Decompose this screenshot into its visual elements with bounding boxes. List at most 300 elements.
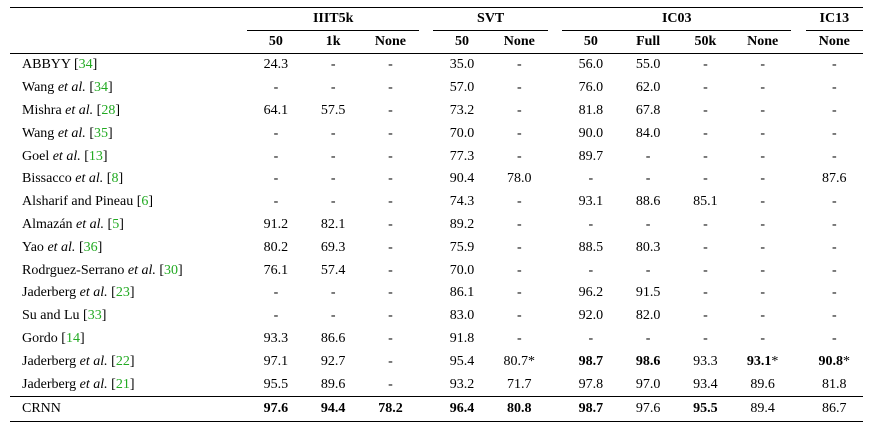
table-cell: 73.2 [449, 102, 475, 118]
method-name [10, 168, 247, 191]
table-cell: - [516, 102, 522, 118]
column-gap [419, 77, 433, 100]
table-cell: 94.4 [305, 396, 362, 421]
table-cell: 55.0 [635, 57, 661, 73]
table-cell: - [516, 125, 522, 141]
table-cell: - [831, 194, 837, 210]
column-gap [548, 305, 562, 328]
table-cell: - [516, 262, 522, 278]
table-cell [734, 350, 791, 373]
table-cell: 35.0 [449, 57, 475, 73]
table-cell: - [703, 57, 708, 73]
method-text: Wang [22, 125, 55, 141]
table-cell: - [760, 57, 765, 73]
table-cell: - [760, 194, 765, 210]
et-al-text: et al. [75, 171, 104, 187]
table-cell: - [760, 239, 765, 255]
crnn-row [10, 396, 863, 421]
method-text: ] [129, 376, 135, 392]
column-gap [419, 100, 433, 123]
table-cell: - [645, 216, 651, 232]
table-cell: 97.1 [263, 353, 289, 369]
table-cell: 91.8 [449, 330, 475, 346]
table-cell: 24.3 [263, 57, 289, 73]
column-gap [548, 122, 562, 145]
method-name [10, 259, 247, 282]
table-cell: - [516, 216, 522, 232]
results-table [10, 7, 863, 422]
column-gap [791, 305, 805, 328]
table-cell: - [330, 148, 336, 164]
table-cell: - [831, 330, 837, 346]
table-cell: 93.3 [693, 353, 718, 369]
group-header-ic13: IC13 [806, 8, 863, 31]
et-al-text: et al. [57, 80, 86, 96]
table-cell: 86.7 [806, 396, 863, 421]
table-cell: - [645, 262, 651, 278]
method-text: [ [85, 125, 94, 141]
table-row [10, 214, 863, 237]
column-gap [419, 396, 433, 421]
method-text: ] [129, 353, 135, 369]
table-cell: - [760, 330, 765, 346]
column-gap [419, 214, 433, 237]
table-cell: - [330, 57, 336, 73]
method-text: ] [107, 125, 113, 141]
table-cell: - [703, 330, 708, 346]
table-cell: 95.5 [677, 396, 734, 421]
column-gap [791, 77, 805, 100]
col-header: None [734, 31, 791, 54]
column-gap [419, 282, 433, 305]
table-cell: - [388, 285, 393, 301]
table-cell: 71.7 [507, 376, 532, 392]
column-gap [548, 54, 562, 77]
subheader-row [10, 31, 863, 54]
table-cell: - [273, 148, 279, 164]
column-gap [419, 350, 433, 373]
table-cell: 81.8 [822, 376, 847, 392]
cell-value: 93.1 [746, 353, 772, 369]
table-cell: - [388, 171, 393, 187]
method-text: Alsharif and Pineau [ [22, 194, 142, 210]
table-cell: - [588, 171, 594, 187]
table-cell: - [388, 308, 393, 324]
table-cell: - [760, 102, 765, 118]
table-cell: - [831, 57, 837, 73]
method-text: Yao [22, 239, 44, 255]
table-cell: - [703, 125, 708, 141]
column-gap [419, 328, 433, 351]
table-row [10, 54, 863, 77]
table-cell: - [645, 330, 651, 346]
citation-link[interactable]: 23 [115, 285, 130, 301]
table-cell: 93.3 [263, 330, 289, 346]
et-al-text: et al. [57, 125, 86, 141]
table-cell: - [588, 216, 594, 232]
table-cell: 77.3 [449, 148, 475, 164]
method-text: ] [119, 216, 124, 232]
method-text: ] [115, 102, 121, 118]
table-cell: - [330, 194, 336, 210]
table-row [10, 305, 863, 328]
table-cell: - [760, 148, 765, 164]
column-gap [548, 396, 562, 421]
table-cell: 98.7 [562, 396, 619, 421]
method-text: [ [107, 285, 116, 301]
table-cell: 69.3 [320, 239, 346, 255]
table-cell: - [516, 148, 522, 164]
table-cell: - [831, 80, 837, 96]
results-table-body [10, 54, 863, 422]
et-al-text: et al. [79, 353, 108, 369]
method-name [10, 282, 247, 305]
table-cell: - [516, 80, 522, 96]
group-header-ic03: IC03 [562, 8, 791, 31]
table-cell: - [330, 171, 336, 187]
citation-link[interactable]: 13 [88, 148, 103, 164]
column-gap [548, 328, 562, 351]
table-cell: - [703, 148, 708, 164]
table-cell: 86.6 [320, 330, 346, 346]
method-text: Jaderberg [22, 376, 77, 392]
table-cell: - [703, 239, 708, 255]
column-gap [548, 282, 562, 305]
method-name [10, 122, 247, 145]
table-cell: - [388, 125, 393, 141]
method-name [10, 305, 247, 328]
column-gap [791, 54, 805, 77]
method-text: ] [178, 262, 183, 278]
method-text: Jaderberg [22, 353, 77, 369]
method-header [10, 8, 247, 31]
table-cell: 80.3 [635, 239, 661, 255]
table-cell [806, 350, 863, 373]
table-cell: 81.8 [578, 102, 604, 118]
group-header-iiit5k: IIIT5k [247, 8, 419, 31]
column-gap [419, 168, 433, 191]
method-text: [ [103, 171, 112, 187]
table-cell: - [760, 262, 765, 278]
column-gap [548, 77, 562, 100]
table-cell: - [516, 330, 522, 346]
table-cell: - [516, 285, 522, 301]
table-cell: 91.2 [263, 216, 289, 232]
table-cell: - [330, 308, 336, 324]
method-name [10, 77, 247, 100]
table-cell: 89.7 [578, 148, 604, 164]
table-cell: 80.7* [503, 353, 536, 369]
table-cell: - [703, 216, 708, 232]
table-cell: 87.6 [822, 171, 847, 187]
method-text: ] [97, 239, 103, 255]
table-cell: - [516, 308, 522, 324]
table-row [10, 236, 863, 259]
table-row [10, 122, 863, 145]
table-cell: 62.0 [635, 80, 661, 96]
column-gap [548, 259, 562, 282]
method-text: ] [101, 308, 107, 324]
table-row [10, 373, 863, 396]
table-cell: - [831, 216, 837, 232]
citation-link[interactable]: 30 [164, 262, 179, 278]
method-text: [ [80, 148, 89, 164]
method-text: ] [92, 57, 98, 73]
column-gap [419, 236, 433, 259]
table-cell: 98.7 [578, 353, 604, 369]
citation-link[interactable]: 5 [112, 216, 120, 232]
method-name [10, 100, 247, 123]
method-text: Wang [22, 80, 55, 96]
table-row [10, 77, 863, 100]
col-header: Full [620, 31, 677, 54]
table-cell: 97.6 [620, 396, 677, 421]
method-text: [ [155, 262, 165, 278]
method-text: Goel [22, 148, 50, 164]
column-gap [419, 373, 433, 396]
table-cell: - [388, 239, 393, 255]
table-row [10, 328, 863, 351]
table-cell: 70.0 [449, 125, 475, 141]
table-cell: - [388, 330, 393, 346]
table-cell: - [273, 308, 279, 324]
table-cell: - [760, 216, 765, 232]
table-cell: - [516, 239, 522, 255]
col-header: None [806, 31, 863, 54]
table-cell: - [588, 330, 594, 346]
table-cell: - [388, 376, 393, 392]
table-cell: - [273, 194, 279, 210]
citation-link[interactable]: 8 [111, 171, 119, 187]
method-text: Su and Lu [ [22, 308, 88, 324]
table-cell: - [760, 285, 765, 301]
table-cell: 89.6 [320, 376, 346, 392]
col-header: 50 [433, 31, 490, 54]
table-cell: 93.2 [449, 376, 475, 392]
table-cell: - [703, 102, 708, 118]
table-cell: - [588, 262, 594, 278]
table-cell: - [760, 308, 765, 324]
table-cell: 80.8 [491, 396, 548, 421]
col-header: 1k [305, 31, 362, 54]
column-gap [791, 100, 805, 123]
citation-link[interactable]: 36 [83, 239, 98, 255]
table-cell: 67.8 [635, 102, 661, 118]
citation-link[interactable]: 14 [65, 330, 80, 346]
citation-link[interactable]: 28 [101, 102, 116, 118]
col-header: 50k [677, 31, 734, 54]
table-cell: 84.0 [635, 125, 661, 141]
table-cell: - [388, 80, 393, 96]
et-al-text: et al. [79, 376, 108, 392]
table-cell: 95.5 [263, 376, 289, 392]
method-text: Mishra [22, 102, 62, 118]
citation-link[interactable]: 34 [78, 57, 93, 73]
table-cell: - [703, 171, 708, 187]
citation-link[interactable]: 35 [93, 125, 108, 141]
table-cell: 75.9 [449, 239, 475, 255]
table-cell: 56.0 [578, 57, 604, 73]
method-text: [ [107, 353, 116, 369]
table-cell: 89.6 [750, 376, 775, 392]
table-cell: 85.1 [693, 194, 718, 210]
table-row [10, 191, 863, 214]
et-al-text: et al. [79, 285, 108, 301]
method-name [10, 214, 247, 237]
table-cell: - [330, 285, 336, 301]
column-gap [548, 100, 562, 123]
asterisk-mark: * [843, 353, 851, 369]
table-cell: 92.7 [320, 353, 346, 369]
asterisk-mark: * [771, 353, 779, 369]
table-cell: - [703, 285, 708, 301]
citation-link[interactable]: 6 [141, 194, 149, 210]
table-cell: - [388, 148, 393, 164]
table-cell: 97.0 [635, 376, 661, 392]
table-cell: 96.4 [433, 396, 490, 421]
table-cell: 88.6 [635, 194, 661, 210]
method-text: ] [102, 148, 108, 164]
table-cell: - [760, 125, 765, 141]
column-gap [791, 214, 805, 237]
method-text: ] [148, 194, 154, 210]
method-name [10, 350, 247, 373]
results-table-container [10, 7, 863, 422]
column-gap [791, 122, 805, 145]
column-gap [419, 259, 433, 282]
column-gap [791, 191, 805, 214]
table-row [10, 100, 863, 123]
table-cell: 57.0 [449, 80, 475, 96]
method-name [10, 373, 247, 396]
table-cell: 74.3 [449, 194, 475, 210]
table-cell: - [388, 194, 393, 210]
table-cell: - [388, 57, 393, 73]
method-text: [ [104, 216, 113, 232]
table-cell: - [273, 125, 279, 141]
method-name [10, 191, 247, 214]
table-cell: 76.1 [263, 262, 289, 278]
column-gap [548, 168, 562, 191]
table-cell: - [388, 262, 393, 278]
method-text: Jaderberg [22, 285, 77, 301]
method-text: Gordo [ [22, 330, 66, 346]
column-gap [419, 122, 433, 145]
col-header: 50 [247, 31, 304, 54]
table-row [10, 282, 863, 305]
method-text: [ [75, 239, 84, 255]
table-cell: - [703, 262, 708, 278]
table-cell: 78.0 [507, 171, 532, 187]
table-cell: - [831, 285, 837, 301]
column-gap [548, 236, 562, 259]
et-al-text: et al. [127, 262, 156, 278]
table-cell: - [516, 194, 522, 210]
table-cell: 57.4 [320, 262, 346, 278]
table-cell: 96.2 [578, 285, 604, 301]
table-cell: - [273, 171, 279, 187]
table-cell: 82.1 [320, 216, 346, 232]
method-text: Almazán [22, 216, 73, 232]
citation-link[interactable]: 34 [93, 80, 108, 96]
table-cell: - [516, 57, 522, 73]
table-cell: 97.8 [578, 376, 604, 392]
column-gap [548, 191, 562, 214]
method-text: Bissacco [22, 171, 72, 187]
table-cell: 78.2 [362, 396, 419, 421]
column-gap [419, 145, 433, 168]
column-gap [791, 145, 805, 168]
table-cell: - [831, 102, 837, 118]
method-text: ] [118, 171, 124, 187]
citation-link[interactable]: 33 [87, 308, 102, 324]
table-cell: 93.4 [693, 376, 718, 392]
col-header: None [491, 31, 548, 54]
method-text: [ [107, 376, 116, 392]
column-gap [791, 396, 805, 421]
table-cell: 90.4 [449, 171, 475, 187]
table-cell: - [388, 216, 393, 232]
table-cell: 83.0 [449, 308, 475, 324]
table-cell: 91.5 [635, 285, 661, 301]
column-gap [548, 145, 562, 168]
table-cell: 80.2 [263, 239, 289, 255]
table-cell: 86.1 [449, 285, 475, 301]
table-cell: - [831, 239, 837, 255]
column-gap [419, 191, 433, 214]
table-cell: 98.6 [635, 353, 661, 369]
column-gap [791, 236, 805, 259]
table-cell: 64.1 [263, 102, 289, 118]
table-cell: 70.0 [449, 262, 475, 278]
method-text: [ [85, 80, 94, 96]
table-row [10, 145, 863, 168]
column-gap [419, 305, 433, 328]
table-cell: - [703, 80, 708, 96]
table-cell: 93.1 [578, 194, 604, 210]
method-name: CRNN [10, 396, 247, 421]
table-cell: - [388, 353, 393, 369]
table-cell: - [831, 308, 837, 324]
col-header: 50 [562, 31, 619, 54]
table-row [10, 168, 863, 191]
column-gap [791, 373, 805, 396]
method-text: [ [93, 102, 102, 118]
table-cell: 89.2 [449, 216, 475, 232]
citation-link[interactable]: 21 [115, 376, 130, 392]
table-cell: - [760, 80, 765, 96]
table-cell: - [273, 80, 279, 96]
column-gap [791, 282, 805, 305]
group-header-svt: SVT [433, 8, 548, 31]
column-gap [548, 214, 562, 237]
method-name [10, 54, 247, 77]
table-cell: - [760, 171, 765, 187]
column-gap [548, 350, 562, 373]
column-gap [791, 259, 805, 282]
method-text: ] [107, 80, 113, 96]
table-cell: 76.0 [578, 80, 604, 96]
column-gap [548, 373, 562, 396]
method-text: ] [129, 285, 135, 301]
column-gap [419, 54, 433, 77]
table-cell: 90.0 [578, 125, 604, 141]
column-gap [791, 350, 805, 373]
table-cell: 57.5 [320, 102, 346, 118]
citation-link[interactable]: 22 [115, 353, 130, 369]
table-row [10, 350, 863, 373]
table-cell: - [330, 80, 336, 96]
